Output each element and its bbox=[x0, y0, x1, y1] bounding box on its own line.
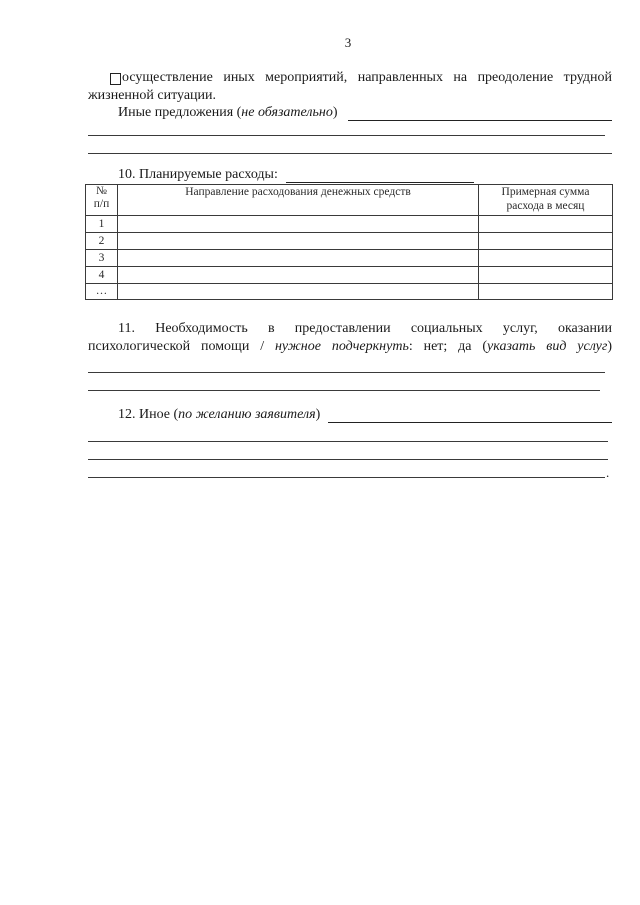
row-num: 2 bbox=[86, 233, 118, 250]
other-measures-line1: осуществление иных мероприятий, направленных на преодоление трудной bbox=[122, 70, 612, 85]
section-11-line1: 11. Необходимость в предоставлении социальных услуг, оказании bbox=[118, 321, 612, 336]
section-11-line2: психологической помощи / нужное подчеркнуть: нет; да (указать вид услуг) bbox=[88, 339, 612, 354]
page-number: 3 bbox=[344, 35, 352, 50]
blank-line bbox=[88, 135, 605, 136]
amount-cell bbox=[479, 284, 613, 300]
other-proposals-row bbox=[118, 105, 612, 121]
blank-line bbox=[348, 106, 612, 121]
direction-cell bbox=[118, 267, 479, 284]
table-row bbox=[86, 284, 613, 300]
direction-cell bbox=[118, 216, 479, 233]
blank-line bbox=[88, 390, 600, 391]
header-num: № п/п bbox=[86, 185, 118, 216]
table-row bbox=[86, 233, 613, 250]
other-proposals-hint: не обязательно bbox=[241, 105, 333, 120]
other-measures-checkbox bbox=[110, 73, 121, 85]
amount-cell bbox=[479, 233, 613, 250]
blank-line bbox=[328, 408, 612, 423]
section-11-hint: нужное подчеркнуть bbox=[274, 339, 409, 354]
section-12-hint: по желанию заявителя bbox=[178, 407, 316, 422]
table-row bbox=[86, 216, 613, 233]
direction-cell bbox=[118, 250, 479, 267]
row-num: 1 bbox=[86, 216, 118, 233]
blank-line bbox=[88, 459, 608, 460]
blank-line bbox=[88, 153, 612, 154]
section-11-hint-services: указать вид услуг bbox=[487, 339, 608, 354]
section-10-title: 10. Планируемые расходы: bbox=[118, 167, 278, 182]
amount-cell bbox=[479, 267, 613, 284]
section-12-row bbox=[118, 407, 612, 423]
blank-line bbox=[88, 477, 605, 478]
direction-cell bbox=[118, 284, 479, 300]
row-num: 4 bbox=[86, 267, 118, 284]
table-row bbox=[86, 267, 613, 284]
blank-line bbox=[286, 169, 474, 183]
direction-cell bbox=[118, 233, 479, 250]
header-amount: Примерная сумма расхода в месяц bbox=[479, 185, 613, 216]
table-row bbox=[86, 250, 613, 267]
blank-line bbox=[88, 441, 608, 442]
other-proposals-label: Иные предложения (не обязательно) bbox=[118, 105, 338, 120]
header-direction: Направление расходования денежных средств bbox=[118, 185, 479, 216]
row-num: 3 bbox=[86, 250, 118, 267]
other-measures-line2: жизненной ситуации. bbox=[88, 88, 217, 103]
end-period: . bbox=[606, 465, 610, 480]
row-num: … bbox=[86, 284, 118, 300]
section-12-label: 12. Иное (по желанию заявителя) bbox=[118, 407, 321, 422]
amount-cell bbox=[479, 250, 613, 267]
section-10-title-row bbox=[118, 167, 474, 183]
planned-expenses-table bbox=[85, 184, 613, 300]
blank-line bbox=[88, 372, 605, 373]
table-header-row bbox=[86, 185, 613, 216]
amount-cell bbox=[479, 216, 613, 233]
